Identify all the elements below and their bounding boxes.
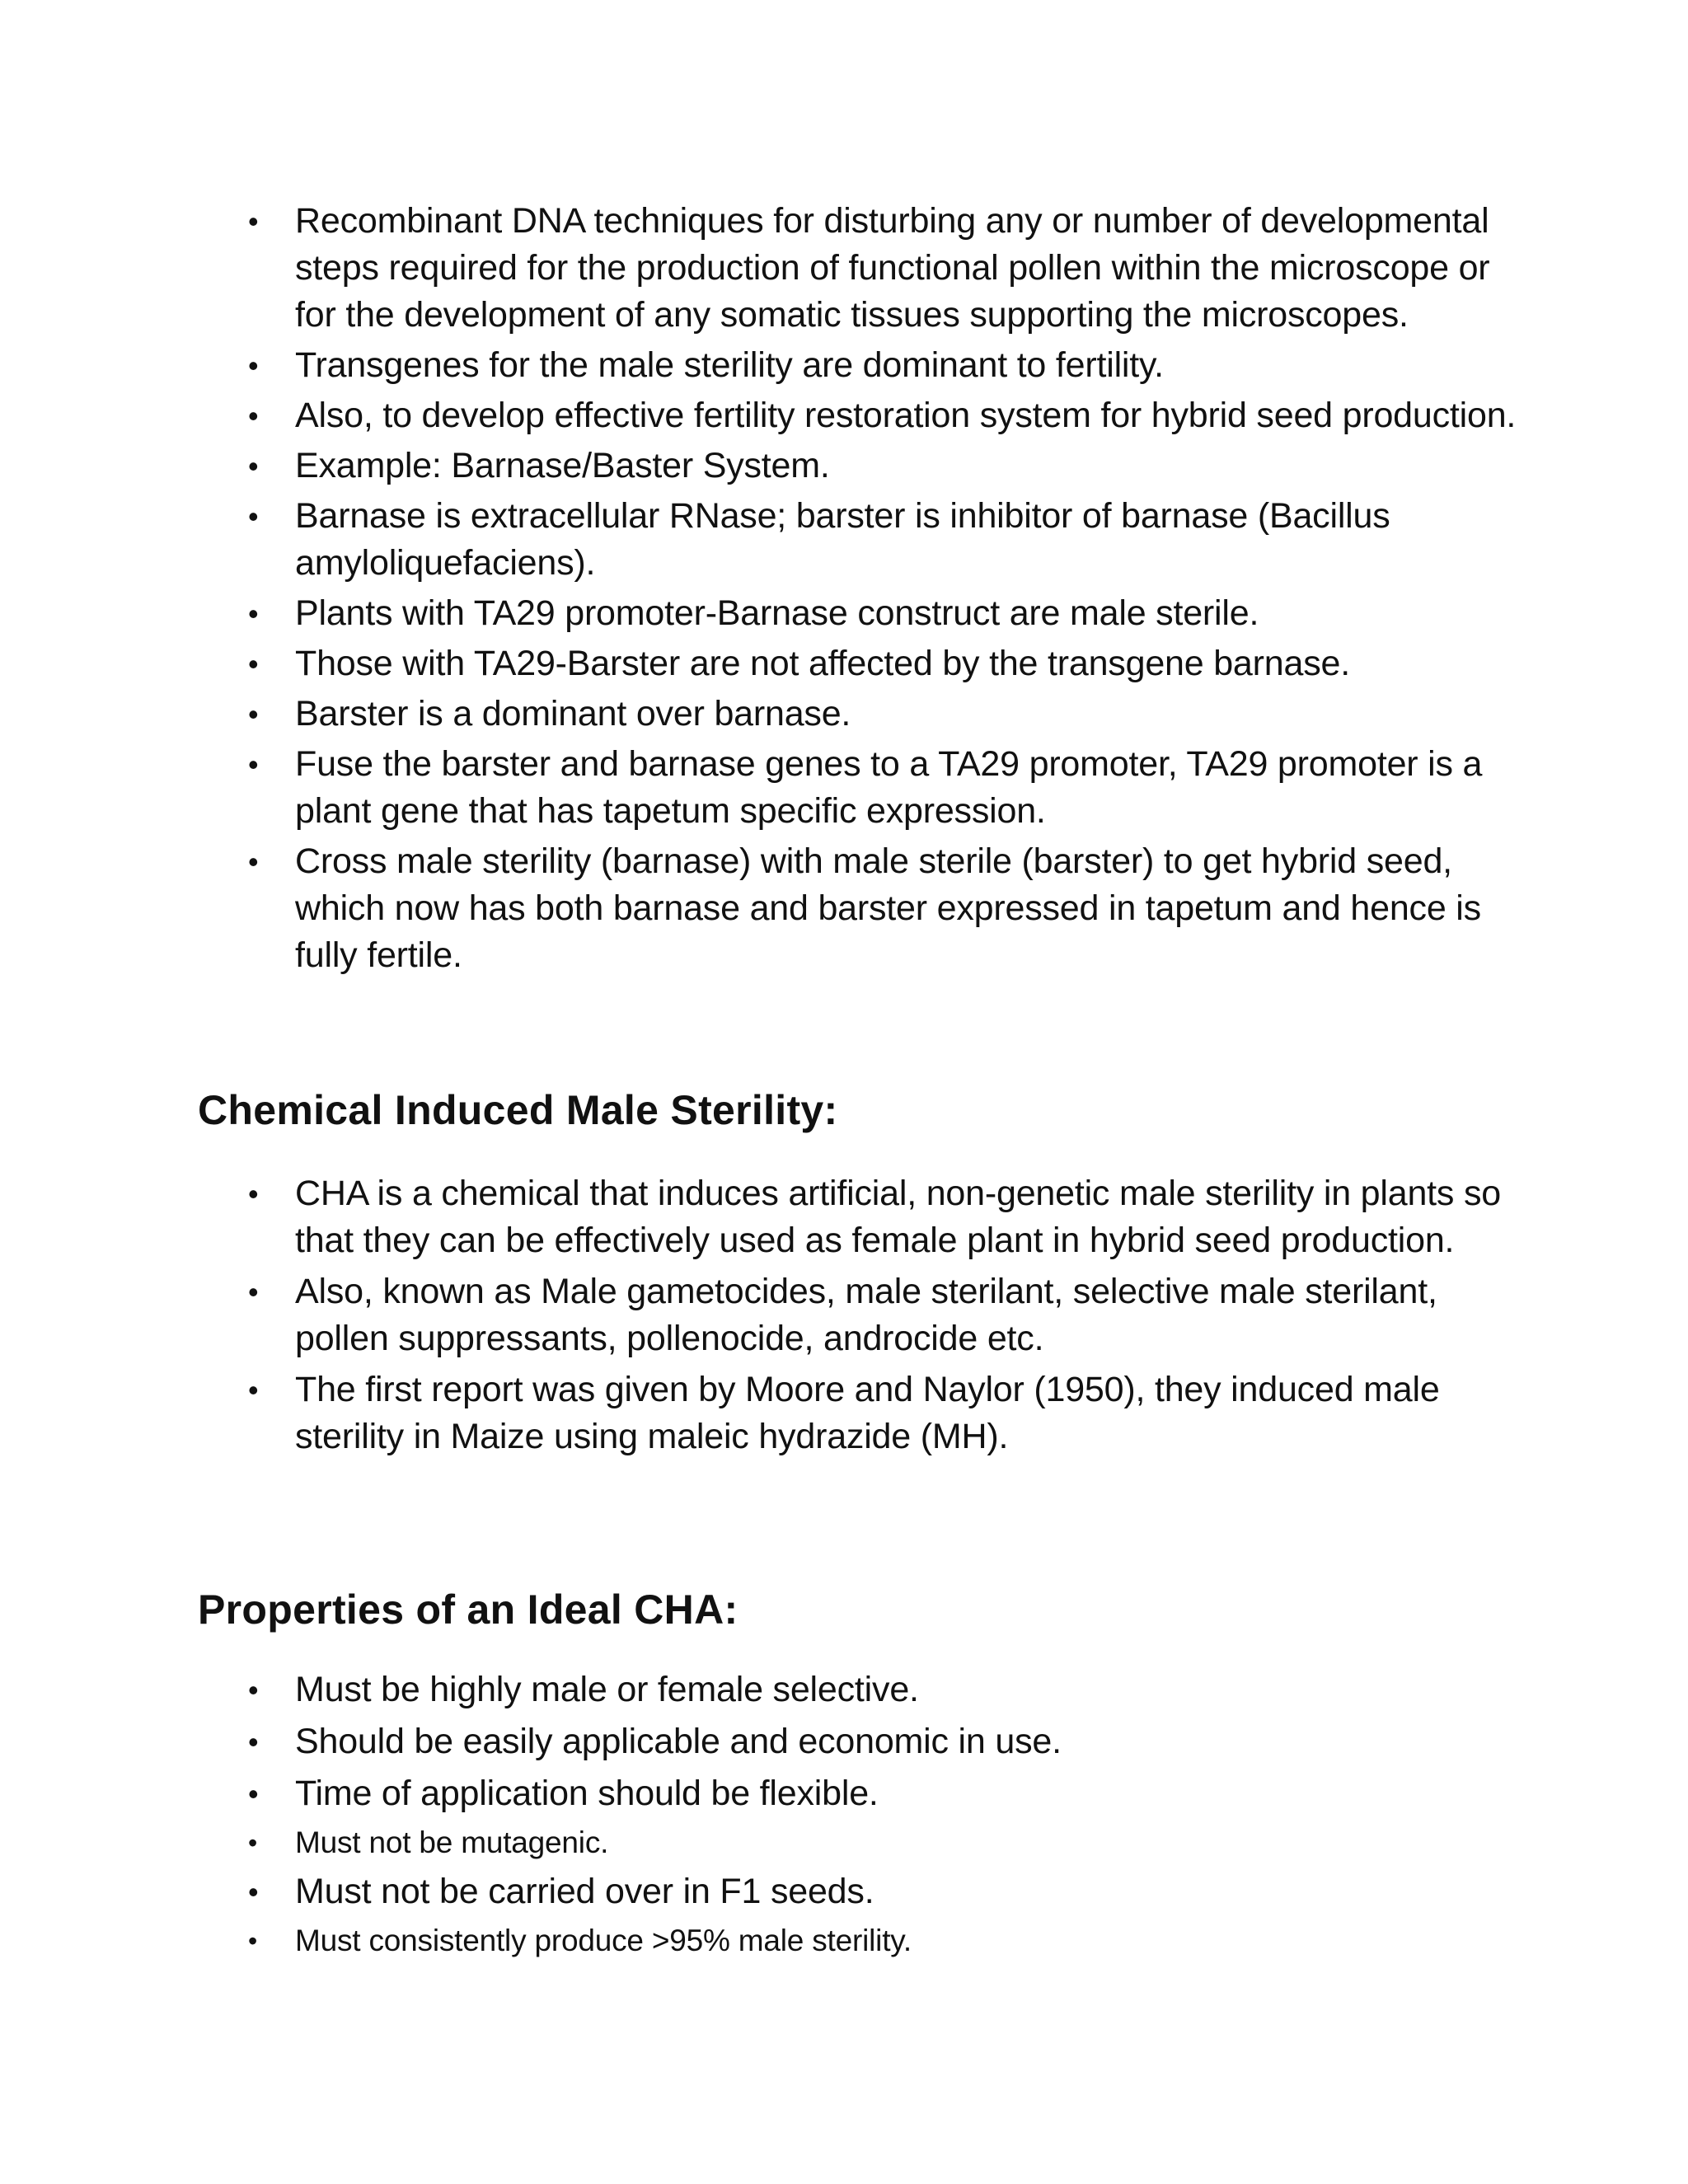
list-item bbox=[0, 342, 1688, 389]
bullet-icon: • bbox=[248, 1828, 258, 1858]
bullet-icon: • bbox=[248, 1275, 259, 1309]
bullet-icon: • bbox=[248, 647, 259, 681]
bullet-icon: • bbox=[248, 1777, 259, 1811]
bullet-icon: • bbox=[248, 748, 259, 781]
list-item-text: Also, to develop effective fertility restoration system for hybrid seed production. bbox=[295, 396, 1517, 435]
list-item bbox=[0, 392, 1688, 439]
list-item bbox=[0, 1822, 1688, 1863]
bullet-icon: • bbox=[248, 1373, 259, 1407]
bullet-icon: • bbox=[248, 349, 259, 382]
list-item bbox=[0, 493, 1688, 587]
list-item-text: Barnase is extracellular RNase; barster is inhibitor of barnase (Bacillus amyloliquefaciens). bbox=[295, 496, 1390, 583]
list-item-text: Recombinant DNA techniques for disturbing any or number of developmental steps required for the production of functional pollen within the microscope or for the development of any somatic tissues supporting the microscopes. bbox=[295, 201, 1490, 335]
list-item bbox=[0, 1666, 1688, 1713]
section-heading-ideal-cha: Properties of an Ideal CHA: bbox=[198, 1586, 738, 1633]
list-item-text: Plants with TA29 promoter-Barnase construct are male sterile. bbox=[295, 593, 1259, 633]
list-item bbox=[0, 1920, 1688, 1961]
list-item-text: Must not be mutagenic. bbox=[295, 1825, 609, 1859]
bullet-icon: • bbox=[248, 697, 259, 731]
list-item bbox=[0, 838, 1688, 979]
bullet-icon: • bbox=[248, 499, 259, 533]
bullet-icon: • bbox=[248, 449, 259, 483]
list-item-text: Those with TA29-Barster are not affected by the transgene barnase. bbox=[295, 644, 1350, 683]
list-item-text: Transgenes for the male sterility are dominant to fertility. bbox=[295, 345, 1164, 385]
bullet-icon: • bbox=[248, 1725, 259, 1759]
bullet-icon: • bbox=[248, 1673, 259, 1707]
bullet-icon: • bbox=[248, 399, 259, 433]
list-item-text: Must not be carried over in F1 seeds. bbox=[295, 1872, 874, 1911]
bullet-icon: • bbox=[248, 1926, 258, 1956]
list-item-text: Should be easily applicable and economic in use. bbox=[295, 1722, 1062, 1761]
transgenic-male-sterility-list bbox=[0, 198, 1688, 982]
ideal-cha-properties-list bbox=[0, 1666, 1688, 1966]
bullet-icon: • bbox=[248, 1177, 259, 1211]
list-item-text: Cross male sterility (barnase) with male sterile (barster) to get hybrid seed, which now has both barnase and barster expressed in tapetum and hence is fully fertile. bbox=[295, 841, 1481, 975]
list-item bbox=[0, 590, 1688, 637]
list-item-text: Fuse the barster and barnase genes to a TA29 promoter, TA29 promoter is a plant gene that has tapetum specific expression. bbox=[295, 744, 1483, 831]
list-item-text: Barster is a dominant over barnase. bbox=[295, 694, 851, 733]
list-item-text: CHA is a chemical that induces artificial, non-genetic male sterility in plants so that they can be effectively used as female plant in hybrid seed production. bbox=[295, 1174, 1501, 1260]
list-item bbox=[0, 198, 1688, 339]
list-item bbox=[0, 1718, 1688, 1765]
list-item-text: Example: Barnase/Baster System. bbox=[295, 446, 830, 485]
list-item bbox=[0, 1366, 1688, 1460]
list-item-text: Must consistently produce >95% male sterility. bbox=[295, 1924, 912, 1957]
list-item bbox=[0, 1170, 1688, 1264]
list-item bbox=[0, 741, 1688, 835]
list-item bbox=[0, 691, 1688, 738]
list-item-text: The first report was given by Moore and Naylor (1950), they induced male sterility in Maize using maleic hydrazide (MH). bbox=[295, 1370, 1440, 1456]
list-item bbox=[0, 640, 1688, 687]
list-item-text: Time of application should be flexible. bbox=[295, 1774, 879, 1813]
list-item-text: Must be highly male or female selective. bbox=[295, 1670, 919, 1709]
bullet-icon: • bbox=[248, 1875, 259, 1909]
list-item-text: Also, known as Male gametocides, male sterilant, selective male sterilant, pollen suppressants, pollenocide, androcide etc. bbox=[295, 1272, 1437, 1358]
bullet-icon: • bbox=[248, 204, 259, 238]
list-item bbox=[0, 1268, 1688, 1362]
chemical-male-sterility-list bbox=[0, 1170, 1688, 1465]
list-item bbox=[0, 1868, 1688, 1915]
list-item bbox=[0, 443, 1688, 490]
list-item bbox=[0, 1770, 1688, 1817]
bullet-icon: • bbox=[248, 845, 259, 879]
bullet-icon: • bbox=[248, 597, 259, 630]
section-heading-chemical-induced: Chemical Induced Male Sterility: bbox=[198, 1087, 838, 1133]
